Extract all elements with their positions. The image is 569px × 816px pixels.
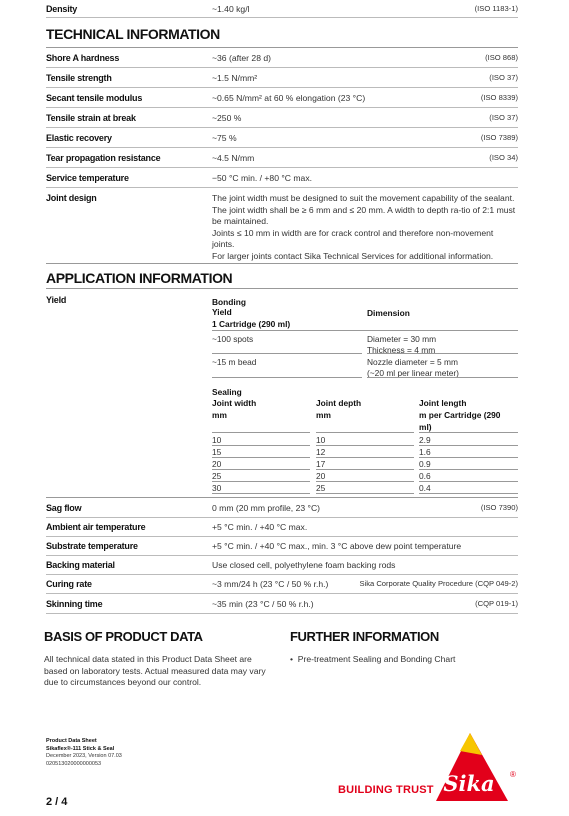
application-row-label: Ambient air temperature <box>46 522 146 532</box>
application-row <box>46 560 518 575</box>
tech-row <box>46 173 518 188</box>
tech-row-ref: (ISO 37) <box>489 73 518 82</box>
bonding-col2-h: Dimension <box>367 308 410 318</box>
application-row <box>46 503 518 518</box>
tech-row-label: Secant tensile modulus <box>46 93 143 103</box>
bonding-r2c2b: (~20 ml per linear meter) <box>367 368 459 378</box>
sealing-h3c: ml) <box>419 422 432 432</box>
footer-meta <box>46 738 122 768</box>
sealing-title: Sealing <box>212 387 242 397</box>
tech-row <box>46 73 518 88</box>
tech-row-value: ~4.5 N/mm <box>212 153 255 163</box>
yield-label: Yield <box>46 295 67 305</box>
basis-heading: BASIS OF PRODUCT DATA <box>44 629 203 644</box>
sealing-h2a: Joint depth <box>316 398 362 408</box>
sealing-cell: 30 <box>212 483 222 493</box>
application-row-ref: (CQP 019-1) <box>475 599 518 608</box>
joint-design-p1: The joint width must be designed to suit the movement capability of the sealant. The joint width shall be ≥ 6 mm and ≤ 20 mm. A width to depth ra-tio of 2:1 must be maintained. <box>212 193 516 226</box>
application-row-label: Sag flow <box>46 503 82 513</box>
application-heading: APPLICATION INFORMATION <box>46 270 233 286</box>
footer-product: Sikaflex®-111 Stick & Seal <box>46 745 115 752</box>
bonding-r2c2a: Nozzle diameter = 5 mm <box>367 357 458 367</box>
sealing-cell: 0.9 <box>419 459 431 469</box>
tech-row-value: ~36 (after 28 d) <box>212 53 271 63</box>
sealing-cell: 0.6 <box>419 471 431 481</box>
sealing-cell: 25 <box>212 471 222 481</box>
sealing-cell: 1.6 <box>419 447 431 457</box>
tech-row <box>46 53 518 68</box>
tech-row-value: ~0.65 N/mm² at 60 % elongation (23 °C) <box>212 93 366 103</box>
joint-design-p2: Joints ≤ 10 mm in width are for crack control and therefore non-movement joints. <box>212 227 494 249</box>
tech-row-label: Tensile strain at break <box>46 113 136 123</box>
tech-row <box>46 153 518 168</box>
tech-row-ref: (ISO 34) <box>489 153 518 162</box>
sika-registered-mark: ® <box>510 770 516 779</box>
footer-doc-type: Product Data Sheet <box>46 738 97 744</box>
application-row <box>46 522 518 537</box>
bullet-icon: • <box>290 654 294 664</box>
joint-design-label: Joint design <box>46 193 97 203</box>
density-row <box>46 4 518 18</box>
sika-logo <box>436 733 518 801</box>
bonding-title: Bonding <box>212 297 246 307</box>
sealing-cell: 12 <box>316 447 326 457</box>
application-row-value: Use closed cell, polyethylene foam backing rods <box>212 560 396 570</box>
tech-row-ref: (ISO 7389) <box>480 133 518 142</box>
tech-row-value: −50 °C min. / +80 °C max. <box>212 173 313 183</box>
bonding-r2c1: ~15 m bead <box>212 357 257 367</box>
tech-row-value: ~75 % <box>212 133 237 143</box>
bonding-col1-h1: Yield <box>212 307 232 317</box>
sealing-cell: 10 <box>212 435 222 445</box>
bonding-r1c1: ~100 spots <box>212 334 254 344</box>
tech-row <box>46 113 518 128</box>
tech-row <box>46 93 518 108</box>
tech-row-ref: (ISO 8339) <box>480 93 518 102</box>
density-label: Density <box>46 4 78 14</box>
technical-heading: TECHNICAL INFORMATION <box>46 26 220 42</box>
tech-row-ref: (ISO 868) <box>485 53 518 62</box>
tech-row-value: ~1.5 N/mm² <box>212 73 258 83</box>
building-trust: BUILDING TRUST <box>338 784 434 796</box>
application-row <box>46 579 518 594</box>
application-row-ref: (ISO 7390) <box>480 503 518 512</box>
tech-row-ref: (ISO 37) <box>489 113 518 122</box>
application-row-value: 0 mm (20 mm profile, 23 °C) <box>212 503 321 513</box>
sealing-table <box>212 387 518 497</box>
bonding-r1c2a: Diameter = 30 mm <box>367 334 437 344</box>
further-bullet-item[interactable] <box>290 654 455 664</box>
further-heading: FURTHER INFORMATION <box>290 629 439 644</box>
tech-row-label: Tear propagation resistance <box>46 153 161 163</box>
density-value: ~1.40 kg/l <box>212 4 250 14</box>
sika-logo-text: Sika <box>443 771 495 796</box>
sealing-cell: 17 <box>316 459 326 469</box>
density-ref: (ISO 1183-1) <box>474 4 518 13</box>
sealing-h1a: Joint width <box>212 398 257 408</box>
tech-row-value: ~250 % <box>212 113 242 123</box>
sealing-h3b: m per Cartridge (290 <box>419 410 501 420</box>
sika-logo-svg <box>436 733 518 801</box>
tech-row-label: Service temperature <box>46 173 129 183</box>
sealing-cell: 20 <box>316 471 326 481</box>
application-row <box>46 541 518 556</box>
application-row-label: Curing rate <box>46 579 92 589</box>
further-bullet-text: Pre-treatment Sealing and Bonding Chart <box>297 654 456 664</box>
sealing-h1b: mm <box>212 410 227 420</box>
bonding-col1-h2: 1 Cartridge (290 ml) <box>212 319 291 329</box>
sealing-cell: 10 <box>316 435 326 445</box>
application-row-label: Backing material <box>46 560 115 570</box>
tech-row-label: Tensile strength <box>46 73 112 83</box>
page-number: 2 / 4 <box>46 796 68 808</box>
sealing-cell: 15 <box>212 447 222 457</box>
sealing-cell: 25 <box>316 483 326 493</box>
sealing-h3a: Joint length <box>419 398 467 408</box>
footer-version: December 2023, Version 07.03 <box>46 753 122 759</box>
joint-design-text <box>212 193 518 262</box>
application-row-value: +5 °C min. / +40 °C max., min. 3 °C above dew point temperature <box>212 541 462 551</box>
tech-row-label: Elastic recovery <box>46 133 112 143</box>
sealing-cell: 20 <box>212 459 222 469</box>
sealing-cell: 0.4 <box>419 483 431 493</box>
application-row-label: Skinning time <box>46 599 103 609</box>
application-row-ref: Sika Corporate Quality Procedure (CQP 049-2) <box>359 579 518 588</box>
joint-design-p3: For larger joints contact Sika Technical Services for additional information. <box>212 250 494 261</box>
application-row-label: Substrate temperature <box>46 541 138 551</box>
application-row-value: ~35 min (23 °C / 50 % r.h.) <box>212 599 314 609</box>
footer-code: 020513020000000053 <box>46 760 102 767</box>
tech-row <box>46 133 518 148</box>
sealing-cell: 2.9 <box>419 435 431 445</box>
tech-row-label: Shore A hardness <box>46 53 120 63</box>
application-row-value: +5 °C min. / +40 °C max. <box>212 522 308 532</box>
bonding-r1c2b: Thickness = 4 mm <box>367 345 436 355</box>
basis-text: All technical data stated in this Product Data Sheet are based on laboratory tests. Actual measured data may vary due to circumstances beyond our control. <box>44 654 266 687</box>
sealing-h2b: mm <box>316 410 331 420</box>
bonding-table <box>212 297 518 387</box>
application-row <box>46 599 518 614</box>
application-row-value: ~3 mm/24 h (23 °C / 50 % r.h.) <box>212 579 329 589</box>
